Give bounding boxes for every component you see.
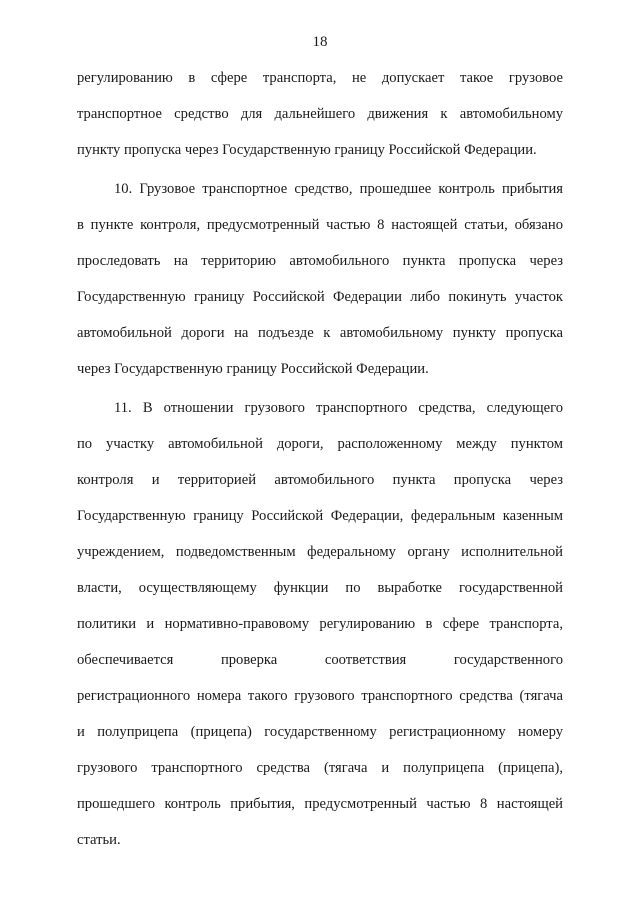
text-line: учреждением, подведомственным федеральному органу исполнительной <box>77 544 563 560</box>
text-line: через Государственную границу Российской Федерации. <box>77 361 429 377</box>
text-line: транспортное средство для дальнейшего движения к автомобильному <box>77 106 563 122</box>
text-line: прошедшего контроль прибытия, предусмотренный частью 8 настоящей <box>77 796 563 812</box>
text-line: по участку автомобильной дороги, расположенному между пунктом <box>77 436 563 452</box>
text-line: 11. В отношении грузового транспортного средства, следующего <box>114 400 563 416</box>
text-line: контроля и территорией автомобильного пункта пропуска через <box>77 472 563 488</box>
text-line: статьи. <box>77 832 121 848</box>
page-number: 18 <box>312 34 328 50</box>
text-line: Государственную границу Российской Федерации, федеральным казенным <box>77 508 563 524</box>
text-line: пункту пропуска через Государственную границу Российской Федерации. <box>77 142 537 158</box>
text-line: грузового транспортного средства (тягача и полуприцепа (прицепа), <box>77 760 563 776</box>
text-line: и полуприцепа (прицепа) государственному регистрационному номеру <box>77 724 563 740</box>
text-line: в пункте контроля, предусмотренный частью 8 настоящей статьи, обязано <box>77 217 563 233</box>
text-line: политики и нормативно-правовому регулированию в сфере транспорта, <box>77 616 563 632</box>
text-line: Государственную границу Российской Федерации либо покинуть участок <box>77 289 563 305</box>
text-line: автомобильной дороги на подъезде к автомобильному пункту пропуска <box>77 325 563 341</box>
text-line: обеспечивается проверка соответствия государственного <box>77 652 563 668</box>
text-line: 10. Грузовое транспортное средство, прошедшее контроль прибытия <box>114 181 563 197</box>
text-line: проследовать на территорию автомобильного пункта пропуска через <box>77 253 563 269</box>
text-line: регистрационного номера такого грузового транспортного средства (тягача <box>77 688 563 704</box>
text-line: регулированию в сфере транспорта, не допускает такое грузовое <box>77 70 563 86</box>
text-line: власти, осуществляющему функции по выработке государственной <box>77 580 563 596</box>
